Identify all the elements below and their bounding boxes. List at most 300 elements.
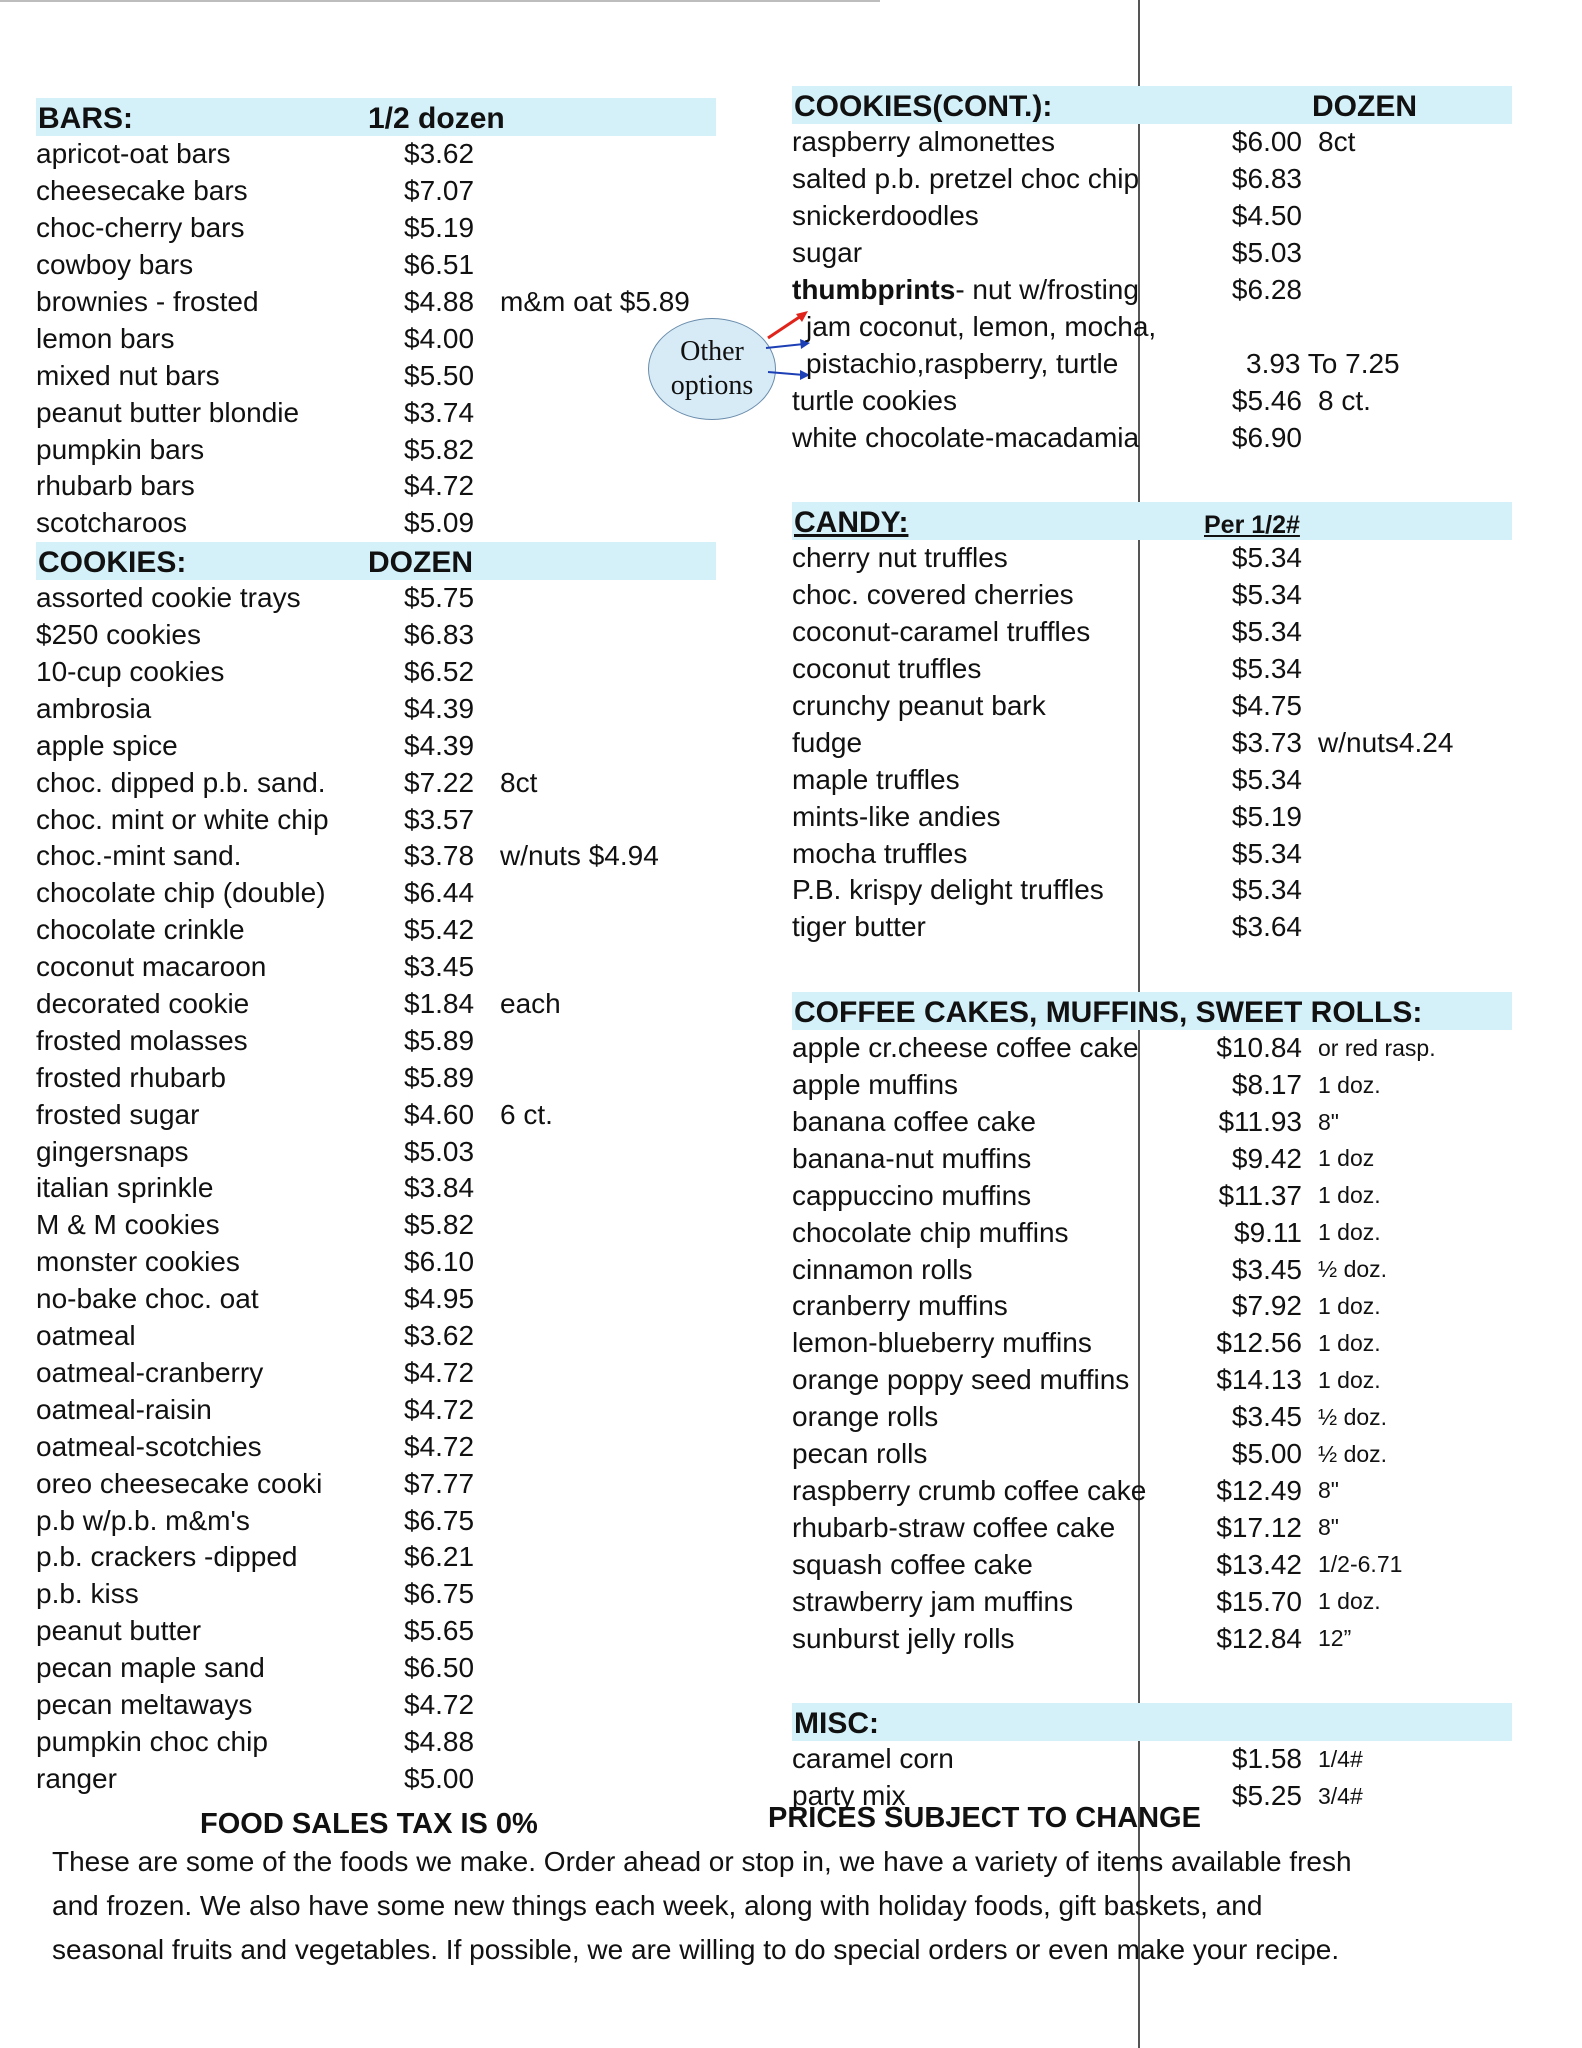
item-price: $8.17 (1231, 1069, 1302, 1101)
item-price: $5.34 (1231, 579, 1302, 611)
item-name: snickerdoodles (792, 200, 979, 232)
menu-item-row (36, 1096, 716, 1133)
item-price: $14.13 (1216, 1364, 1302, 1396)
menu-item-row (36, 210, 716, 247)
item-name: frosted sugar (36, 1098, 200, 1130)
misc-title: MISC: (794, 1706, 879, 1740)
item-note: 1 doz. (1318, 1071, 1381, 1098)
menu-item-row (792, 1362, 1512, 1399)
item-price: $6.50 (404, 1652, 475, 1684)
bubble-line-2: options (670, 370, 754, 401)
menu-item-row (36, 912, 716, 949)
menu-item-row (792, 1583, 1512, 1620)
menu-item-row (792, 1177, 1512, 1214)
menu-item-row (36, 136, 716, 173)
item-name: coconut-caramel truffles (792, 616, 1091, 648)
item-price: $4.72 (404, 470, 475, 502)
item-price: $11.93 (1218, 1106, 1302, 1138)
bars-header (36, 98, 716, 136)
item-name: apricot-oat bars (36, 138, 231, 170)
item-name: oreo cheesecake cooki (36, 1467, 323, 1499)
item-price: $3.45 (1231, 1253, 1302, 1285)
item-name: peanut butter blondie (36, 396, 300, 428)
menu-item-row (792, 798, 1512, 835)
item-price: $4.72 (404, 1430, 475, 1462)
item-name: white chocolate-macadamia (792, 421, 1140, 453)
description-line-2: and frozen. We also have some new things each week, along with holiday foods, gift baskets, and (52, 1890, 1263, 1921)
item-note: 1/4# (1318, 1745, 1363, 1772)
item-price: $6.21 (404, 1541, 475, 1573)
menu-item-row (36, 801, 716, 838)
item-price: $13.42 (1216, 1548, 1302, 1580)
item-note: 6 ct. (500, 1098, 553, 1130)
item-note: 3/4# (1318, 1782, 1363, 1809)
candy-unit: Per 1/2# (1204, 511, 1300, 540)
menu-item-row (36, 838, 716, 875)
item-name: oatmeal-raisin (36, 1393, 212, 1425)
item-name: caramel corn (792, 1743, 954, 1775)
item-name: mocha truffles (792, 837, 968, 869)
item-name: tiger butter (792, 911, 926, 943)
menu-item-row (36, 690, 716, 727)
item-price: $5.19 (1231, 800, 1302, 832)
thumbprints-name: thumbprints (792, 274, 956, 305)
item-price: $5.34 (1231, 542, 1302, 574)
coffee-header (792, 992, 1512, 1030)
menu-item-row (36, 1428, 716, 1465)
item-price: $3.45 (1231, 1401, 1302, 1433)
item-name: pumpkin bars (36, 433, 205, 465)
item-name: 10-cup cookies (36, 656, 225, 688)
item-note: 1 doz. (1318, 1366, 1381, 1393)
menu-item-row (36, 320, 716, 357)
menu-item-row (792, 909, 1512, 946)
item-price: $3.62 (404, 138, 475, 170)
item-note: each (500, 988, 561, 1020)
item-name: pecan meltaways (36, 1688, 253, 1720)
menu-item-row (36, 1723, 716, 1760)
cookies-cont-header (792, 86, 1512, 124)
item-name: mints-like andies (792, 800, 1001, 832)
menu-item-row (792, 1104, 1512, 1141)
menu-item-row (792, 1067, 1512, 1104)
menu-item-row (36, 505, 716, 542)
prices-change-note: PRICES SUBJECT TO CHANGE (768, 1802, 1201, 1834)
item-name: rhubarb-straw coffee cake (792, 1511, 1116, 1543)
item-price: $5.25 (1231, 1780, 1302, 1812)
item-price: $4.39 (404, 692, 475, 724)
misc-header (792, 1703, 1512, 1741)
item-price: $4.95 (404, 1283, 475, 1315)
item-name: oatmeal (36, 1320, 136, 1352)
item-name: salted p.b. pretzel choc chip (792, 163, 1140, 195)
item-price: $5.00 (404, 1762, 475, 1794)
item-name: turtle cookies (792, 384, 957, 416)
item-name: strawberry jam muffins (792, 1585, 1074, 1617)
item-price: $3.78 (404, 840, 475, 872)
item-price: $9.11 (1234, 1216, 1302, 1248)
menu-item-row (36, 1760, 716, 1797)
item-name: cinnamon rolls (792, 1253, 973, 1285)
menu-item-row (792, 235, 1512, 272)
item-name: peanut butter (36, 1615, 202, 1647)
item-name: cranberry muffins (792, 1290, 1008, 1322)
item-note: ½ doz. (1318, 1440, 1388, 1467)
item-note: 12” (1318, 1625, 1352, 1651)
item-name: sunburst jelly rolls (792, 1622, 1015, 1654)
menu-item-row (36, 357, 716, 394)
item-name: p.b. kiss (36, 1578, 139, 1610)
menu-item-row (792, 540, 1512, 577)
menu-item-row (36, 468, 716, 505)
item-name: squash coffee cake (792, 1548, 1033, 1580)
item-name: p.b w/p.b. m&m's (36, 1504, 250, 1536)
menu-item-row (792, 124, 1512, 161)
item-name: orange rolls (792, 1401, 939, 1433)
menu-item-row (36, 284, 716, 321)
menu-item-row (792, 724, 1512, 761)
item-name: maple truffles (792, 763, 960, 795)
menu-item-row (36, 1687, 716, 1724)
item-name: ranger (36, 1762, 117, 1794)
menu-item-row (792, 1741, 1512, 1778)
menu-item-row (36, 1318, 716, 1355)
item-note: 8" (1318, 1108, 1339, 1135)
item-name: pecan maple sand (36, 1652, 265, 1684)
cookies-list (36, 580, 716, 1797)
item-price: $3.73 (1231, 726, 1302, 758)
variants-price: 3.93 To 7.25 (1246, 347, 1400, 379)
item-name: raspberry almonettes (792, 126, 1056, 158)
item-name: decorated cookie (36, 988, 250, 1020)
menu-item-row (792, 835, 1512, 872)
item-price: $6.83 (1231, 163, 1302, 195)
menu-item-row (792, 382, 1512, 419)
menu-item-row (792, 1288, 1512, 1325)
menu-item-row (36, 1170, 716, 1207)
menu-item-row (36, 1613, 716, 1650)
item-price: $3.45 (404, 951, 475, 983)
item-note: 8" (1318, 1477, 1339, 1504)
item-name: assorted cookie trays (36, 582, 301, 614)
item-name: cappuccino muffins (792, 1179, 1032, 1211)
item-price: $6.52 (404, 656, 475, 688)
top-border-line (0, 0, 880, 2)
item-name: gingersnaps (36, 1135, 189, 1167)
item-name: scotcharoos (36, 507, 187, 539)
description-line-1: These are some of the foods we make. Order ahead or stop in, we have a variety of items available fresh (52, 1846, 1352, 1877)
item-name: pecan rolls (792, 1438, 928, 1470)
description-line-3: seasonal fruits and vegetables. If possible, we are willing to do special orders or even make your recipe. (52, 1934, 1340, 1965)
item-price: $7.22 (404, 766, 475, 798)
cookies-cont-list (792, 124, 1512, 272)
menu-item-row (36, 1465, 716, 1502)
menu-item-row (36, 654, 716, 691)
item-price: $4.88 (404, 1725, 475, 1757)
item-price: $12.56 (1216, 1327, 1302, 1359)
item-price: $6.75 (404, 1504, 475, 1536)
item-note: or red rasp. (1318, 1034, 1436, 1061)
item-note: 1 doz (1318, 1145, 1375, 1172)
menu-item-row (36, 394, 716, 431)
right-column (792, 86, 1512, 1815)
menu-item-row (792, 1436, 1512, 1473)
cookies-cont-title: COOKIES(CONT.): (794, 90, 1053, 123)
item-price: $6.44 (404, 877, 475, 909)
item-price: $5.19 (404, 212, 475, 244)
item-price: $4.39 (404, 729, 475, 761)
item-price: $1.58 (1231, 1743, 1302, 1775)
item-name: $250 cookies (36, 619, 202, 651)
item-price: $5.09 (404, 507, 475, 539)
item-name: oatmeal-scotchies (36, 1430, 262, 1462)
menu-item-row (36, 986, 716, 1023)
item-price: $5.50 (404, 359, 475, 391)
item-note: 1 doz. (1318, 1182, 1381, 1209)
item-name: coconut macaroon (36, 951, 267, 983)
item-price: $5.03 (404, 1135, 475, 1167)
menu-item-row (36, 1244, 716, 1281)
menu-item-row (36, 1133, 716, 1170)
item-name: banana coffee cake (792, 1106, 1036, 1138)
item-price: $6.75 (404, 1578, 475, 1610)
item-note: ½ doz. (1318, 1403, 1388, 1430)
variants-line-2: pistachio,raspberry, turtle (806, 347, 1119, 379)
menu-item-row (36, 247, 716, 284)
item-price: $5.89 (404, 1061, 475, 1093)
item-price: $5.82 (404, 433, 475, 465)
cookies-cont-unit: DOZEN (1312, 90, 1417, 123)
candy-title: CANDY: (794, 506, 909, 540)
menu-item-row (792, 1140, 1512, 1177)
menu-item-row (792, 1399, 1512, 1436)
bars-list (36, 136, 716, 542)
item-price: $4.88 (404, 286, 475, 317)
item-note: 8" (1318, 1514, 1339, 1541)
coffee-title: COFFEE CAKES, MUFFINS, SWEET ROLLS: (794, 995, 1423, 1029)
coffee-list (792, 1030, 1512, 1657)
item-name: P.B. krispy delight truffles (792, 874, 1104, 906)
item-name: ambrosia (36, 692, 152, 724)
menu-item-row (36, 173, 716, 210)
menu-item-row (792, 1325, 1512, 1362)
cookies-cont-after-list (792, 382, 1512, 456)
menu-item-row (792, 1473, 1512, 1510)
item-price: $4.72 (404, 1393, 475, 1425)
menu-item-row (792, 614, 1512, 651)
item-note: 8ct (1318, 126, 1356, 158)
item-price: $4.72 (404, 1356, 475, 1388)
menu-item-row (36, 875, 716, 912)
item-name: banana-nut muffins (792, 1142, 1032, 1174)
item-price: $9.42 (1231, 1142, 1302, 1174)
item-name: choc. dipped p.b. sand. (36, 766, 326, 798)
cookies-header (36, 542, 716, 580)
item-name: no-bake choc. oat (36, 1283, 259, 1315)
item-name: apple cr.cheese coffee cake (792, 1032, 1139, 1064)
item-price: $15.70 (1216, 1585, 1302, 1617)
item-note: m&m oat $5.89 (500, 286, 690, 317)
item-name: choc. mint or white chip (36, 803, 329, 835)
item-name: chocolate chip (double) (36, 877, 326, 909)
thumbprints-price: $6.28 (1231, 274, 1302, 305)
menu-item-row (792, 1214, 1512, 1251)
item-price: $5.34 (1231, 653, 1302, 685)
item-name: choc. covered cherries (792, 579, 1074, 611)
item-name: choc-cherry bars (36, 212, 245, 244)
item-name: crunchy peanut bark (792, 690, 1046, 722)
item-name: raspberry crumb coffee cake (792, 1474, 1147, 1506)
item-name: fudge (792, 726, 863, 758)
item-name: cherry nut truffles (792, 542, 1008, 574)
thumbprints-variants-2 (792, 345, 1512, 382)
item-price: $12.49 (1216, 1474, 1302, 1506)
menu-item-row (36, 764, 716, 801)
cookies-unit: DOZEN (368, 545, 473, 579)
menu-item-row (792, 1030, 1512, 1067)
variants-line-1: jam coconut, lemon, mocha, (806, 310, 1157, 342)
item-price: $5.34 (1231, 763, 1302, 795)
item-price: $3.84 (404, 1172, 475, 1204)
item-name: chocolate chip muffins (792, 1216, 1069, 1248)
menu-item-row (36, 431, 716, 468)
menu-item-row (36, 1650, 716, 1687)
item-price: $5.82 (404, 1209, 475, 1241)
item-price: $6.83 (404, 619, 475, 651)
item-price: $6.10 (404, 1246, 475, 1278)
item-price: $3.62 (404, 1320, 475, 1352)
item-note: w/nuts $4.94 (500, 840, 659, 872)
item-name: lemon-blueberry muffins (792, 1327, 1092, 1359)
item-name: cheesecake bars (36, 175, 248, 207)
menu-item-row (792, 1620, 1512, 1657)
bars-unit: 1/2 dozen (368, 102, 505, 135)
menu-item-row (792, 872, 1512, 909)
item-price: $7.07 (404, 175, 475, 207)
item-name: orange poppy seed muffins (792, 1364, 1130, 1396)
item-name: apple muffins (792, 1069, 959, 1101)
menu-item-row (792, 1509, 1512, 1546)
menu-item-row (36, 1281, 716, 1318)
menu-item-row (36, 1207, 716, 1244)
item-price: $4.50 (1231, 200, 1302, 232)
item-name: rhubarb bars (36, 470, 195, 502)
menu-item-row (36, 1391, 716, 1428)
item-price: $1.84 (404, 988, 475, 1020)
menu-item-row (36, 727, 716, 764)
thumbprints-desc: - nut w/frosting (955, 274, 1139, 305)
item-name: M & M cookies (36, 1209, 220, 1241)
item-name: monster cookies (36, 1246, 240, 1278)
item-name: p.b. crackers -dipped (36, 1541, 298, 1573)
item-price: $3.57 (404, 803, 475, 835)
item-note: ½ doz. (1318, 1256, 1388, 1283)
item-price: $3.74 (404, 396, 475, 428)
thumbprints-row (792, 272, 1512, 309)
item-name: party mix (792, 1780, 906, 1812)
item-price: $5.42 (404, 914, 475, 946)
description-paragraph (52, 1840, 1522, 1972)
item-note: 1 doz. (1318, 1292, 1381, 1319)
item-price: $5.65 (404, 1615, 475, 1647)
candy-list (792, 540, 1512, 946)
item-price: $10.84 (1216, 1032, 1302, 1064)
thumbprints-variants-1 (792, 308, 1512, 345)
item-note: 1 doz. (1318, 1329, 1381, 1356)
item-name: mixed nut bars (36, 359, 220, 391)
item-name: choc.-mint sand. (36, 840, 242, 872)
item-price: $7.92 (1231, 1290, 1302, 1322)
item-price: $6.51 (404, 249, 475, 281)
item-price: $5.89 (404, 1024, 475, 1056)
menu-item-row (792, 577, 1512, 614)
item-name: sugar (792, 237, 863, 269)
item-price: $6.90 (1231, 421, 1302, 453)
item-price: $6.00 (1231, 126, 1302, 158)
menu-item-row (792, 761, 1512, 798)
item-price: $5.34 (1231, 616, 1302, 648)
menu-item-row (792, 419, 1512, 456)
menu-item-row (792, 198, 1512, 235)
item-note: 1 doz. (1318, 1588, 1381, 1615)
item-name: lemon bars (36, 322, 175, 354)
cookies-title: COOKIES: (38, 545, 187, 579)
sales-tax-note: FOOD SALES TAX IS 0% (200, 1808, 538, 1840)
item-name: pumpkin choc chip (36, 1725, 268, 1757)
menu-item-row (36, 1539, 716, 1576)
item-price: $12.84 (1216, 1622, 1302, 1654)
item-name: frosted molasses (36, 1024, 248, 1056)
item-price: $4.00 (404, 322, 475, 354)
menu-item-row (792, 1251, 1512, 1288)
item-name: frosted rhubarb (36, 1061, 226, 1093)
menu-item-row (792, 688, 1512, 725)
menu-item-row (792, 1546, 1512, 1583)
menu-item-row (36, 949, 716, 986)
item-name: brownies - frosted (36, 286, 259, 317)
left-column (36, 98, 716, 1797)
other-options-bubble (648, 318, 776, 420)
item-name: italian sprinkle (36, 1172, 214, 1204)
menu-item-row (36, 580, 716, 617)
menu-item-row (36, 1059, 716, 1096)
item-price: $4.72 (404, 1688, 475, 1720)
item-price: $17.12 (1216, 1511, 1302, 1543)
item-name: apple spice (36, 729, 178, 761)
menu-item-row (792, 161, 1512, 198)
item-note: 1 doz. (1318, 1219, 1381, 1246)
item-price: $11.37 (1218, 1179, 1302, 1211)
item-price: $5.03 (1231, 237, 1302, 269)
item-price: $7.77 (404, 1467, 475, 1499)
item-price: $4.75 (1231, 690, 1302, 722)
item-price: $5.00 (1231, 1438, 1302, 1470)
item-price: $5.34 (1231, 874, 1302, 906)
item-name: chocolate crinkle (36, 914, 245, 946)
item-name: oatmeal-cranberry (36, 1356, 264, 1388)
item-name: coconut truffles (792, 653, 982, 685)
bubble-line-1: Other (680, 336, 744, 367)
item-price: $5.46 (1231, 384, 1302, 416)
menu-item-row (792, 651, 1512, 688)
menu-item-row (36, 1022, 716, 1059)
item-note: w/nuts4.24 (1318, 726, 1454, 758)
candy-header (792, 502, 1512, 540)
bars-title: BARS: (38, 102, 133, 135)
item-price: $5.75 (404, 582, 475, 614)
menu-item-row (36, 1576, 716, 1613)
item-note: 8ct (500, 766, 538, 798)
